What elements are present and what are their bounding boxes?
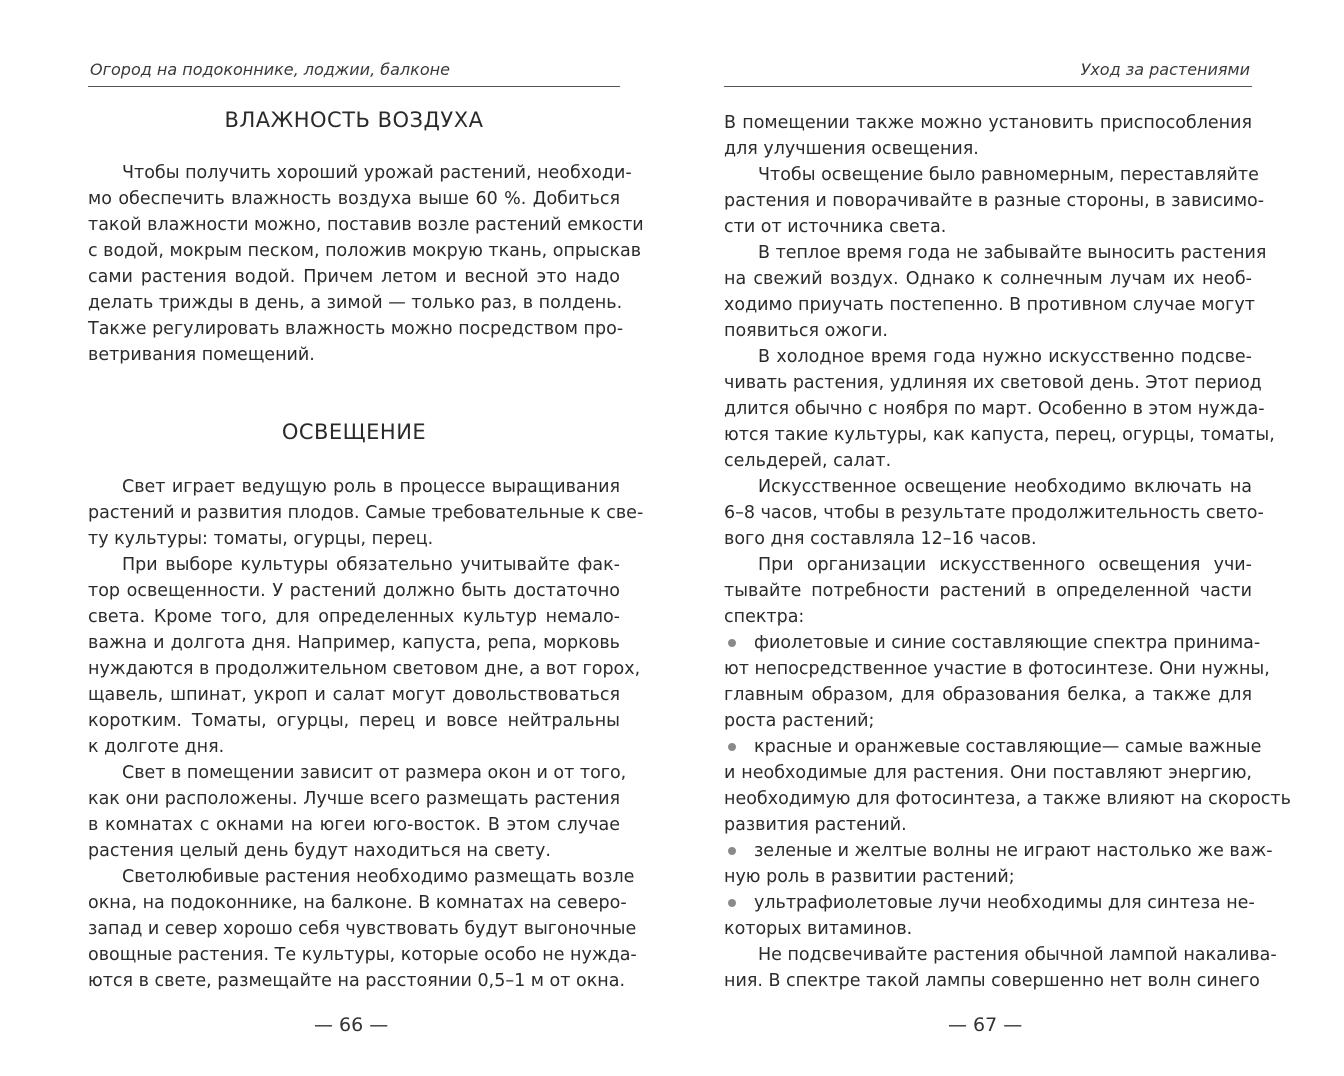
text-line: Искусственное освещение необходимо включать на — [758, 477, 1252, 497]
text-line: ту культуры: томаты, огурцы, перец. — [88, 529, 434, 549]
heading-humidity: ВЛАЖНОСТЬ ВОЗДУХА — [224, 108, 484, 132]
list-item-text: красные и оранжевые составляющие— самые важные — [754, 737, 1262, 757]
text-line: щавель, шпинат, укроп и салат могут довольствоваться — [88, 685, 620, 705]
bullet-icon — [728, 639, 736, 647]
text-line: Светолюбивые растения необходимо размещать возле — [122, 867, 635, 887]
bullet-icon — [728, 743, 736, 751]
text-line: Чтобы получить хороший урожай растений, необходи- — [122, 163, 632, 183]
bullet-icon — [728, 847, 736, 855]
text-line: В теплое время года не забывайте выносить растения — [758, 243, 1267, 263]
text-line: растения и поворачивайте в разные стороны, в зависимо- — [724, 191, 1265, 211]
text-line: растений и развития плодов. Самые требовательные к све- — [88, 503, 644, 523]
text-line: с водой, мокрым песком, положив мокрую ткань, опрыскав — [88, 241, 642, 261]
text-line: окна, на подоконнике, на балконе. В комнатах на северо- — [88, 893, 627, 913]
text-line: тывайте потребности растений в определенной части — [724, 581, 1252, 601]
text-line: Не подсвечивайте растения обычной лампой накалива- — [758, 945, 1277, 965]
text-line: вого дня составляла 12–16 часов. — [724, 529, 1037, 549]
text-line: овощные растения. Те культуры, которые особо не нужда- — [88, 945, 637, 965]
text-line: сельдерей, салат. — [724, 451, 892, 471]
text-line: запад и север хорошо себя чувствовать будут выгоночные — [88, 919, 637, 939]
text-line: в комнатах с окнами на югеи юго-восток. В этом случае — [88, 815, 620, 835]
text-line: сти от источника света. — [724, 217, 947, 237]
list-item-text: фиолетовые и синие составляющие спектра принима- — [754, 633, 1261, 653]
list-item-text: зеленые и желтые волны не играют настолько же важ- — [754, 841, 1273, 861]
text-line: длится обычно с ноября по март. Особенно в этом нужда- — [724, 399, 1265, 419]
text-line: на свежий воздух. Однако к солнечным лучам их необ- — [724, 269, 1252, 289]
text-line: важна и долгота дня. Например, капуста, репа, морковь — [88, 633, 620, 653]
text-line: делать трижды в день, а зимой — только раз, в полдень. — [88, 293, 623, 313]
list-item — [724, 734, 1262, 760]
text-line: Также регулировать влажность можно посредством про- — [88, 319, 624, 339]
list-item — [724, 838, 1273, 864]
text-line: и необходимые для растения. Они поставляют энергию, — [724, 763, 1252, 783]
running-head-right: Уход за растениями — [1080, 60, 1250, 79]
list-item — [724, 630, 1261, 656]
text-line: для улучшения освещения. — [724, 139, 979, 159]
text-line: спектра: — [724, 607, 805, 627]
text-line: В помещении также можно установить приспособления — [724, 113, 1252, 133]
text-line: света. Кроме того, для определенных культур немало- — [88, 607, 620, 627]
text-line: чивать растения, удлиняя их световой день. Этот период — [724, 373, 1262, 393]
text-line: как они расположены. Лучше всего размещать растения — [88, 789, 620, 809]
text-line: нуждаются в продолжительном световом дне, а вот горох, — [88, 659, 641, 679]
bullet-icon — [728, 899, 736, 907]
text-line: мо обеспечить влажность воздуха выше 60 %. Добиться — [88, 189, 620, 209]
page-number-left: — 66 — — [314, 1014, 389, 1036]
text-line: ют непосредственное участие в фотосинтезе. Они нужны, — [724, 659, 1270, 679]
text-line: При организации искусственного освещения учи- — [758, 555, 1252, 575]
right-text-block — [724, 0, 1291, 1076]
heading-lighting: ОСВЕЩЕНИЕ — [281, 420, 427, 444]
text-line: необходимую для фотосинтеза, а также влияют на скорость — [724, 789, 1291, 809]
left-text-block — [88, 0, 644, 1076]
text-line: главным образом, для образования белка, а также для — [724, 685, 1252, 705]
text-line: 6–8 часов, чтобы в результате продолжительность свето- — [724, 503, 1264, 523]
text-line: Чтобы освещение было равномерным, переставляйте — [758, 165, 1259, 185]
text-line: роста растений; — [724, 711, 875, 731]
text-line: Свет играет ведущую роль в процессе выращивания — [122, 477, 620, 497]
right-page — [672, 0, 1344, 1076]
list-item — [724, 890, 1255, 916]
text-line: ются в свете, размещайте на расстоянии 0,5–1 м от окна. — [88, 971, 626, 991]
text-line: В холодное время года нужно искусственно подсве- — [758, 347, 1252, 367]
text-line: При выборе культуры обязательно учитывайте фак- — [122, 555, 620, 575]
list-item-text: ультрафиолетовые лучи необходимы для синтеза не- — [754, 893, 1255, 913]
text-line: тор освещенности. У растений должно быть достаточно — [88, 581, 620, 601]
text-line: такой влажности можно, поставив возле растений емкости — [88, 215, 644, 235]
text-line: коротким. Томаты, огурцы, перец и вовсе нейтральны — [88, 711, 620, 731]
text-line: ются такие культуры, как капуста, перец, огурцы, томаты, — [724, 425, 1275, 445]
text-line: растения целый день будут находиться на свету. — [88, 841, 551, 861]
text-line: ную роль в развитии растений; — [724, 867, 1015, 887]
page-number-right: — 67 — — [948, 1014, 1023, 1036]
running-head-left: Огород на подоконнике, лоджии, балконе — [90, 60, 450, 79]
text-line: ветривания помещений. — [88, 345, 315, 365]
text-line: ния. В спектре такой лампы совершенно нет волн синего — [724, 971, 1260, 991]
text-line: Свет в помещении зависит от размера окон и от того, — [122, 763, 627, 783]
text-line: которых витаминов. — [724, 919, 913, 939]
text-line: развития растений. — [724, 815, 907, 835]
text-line: сами растения водой. Причем летом и весной это надо — [88, 267, 620, 287]
text-line: ходимо приучать постепенно. В противном случае могут — [724, 295, 1255, 315]
text-line: к долготе дня. — [88, 737, 225, 757]
text-line: появиться ожоги. — [724, 321, 888, 341]
